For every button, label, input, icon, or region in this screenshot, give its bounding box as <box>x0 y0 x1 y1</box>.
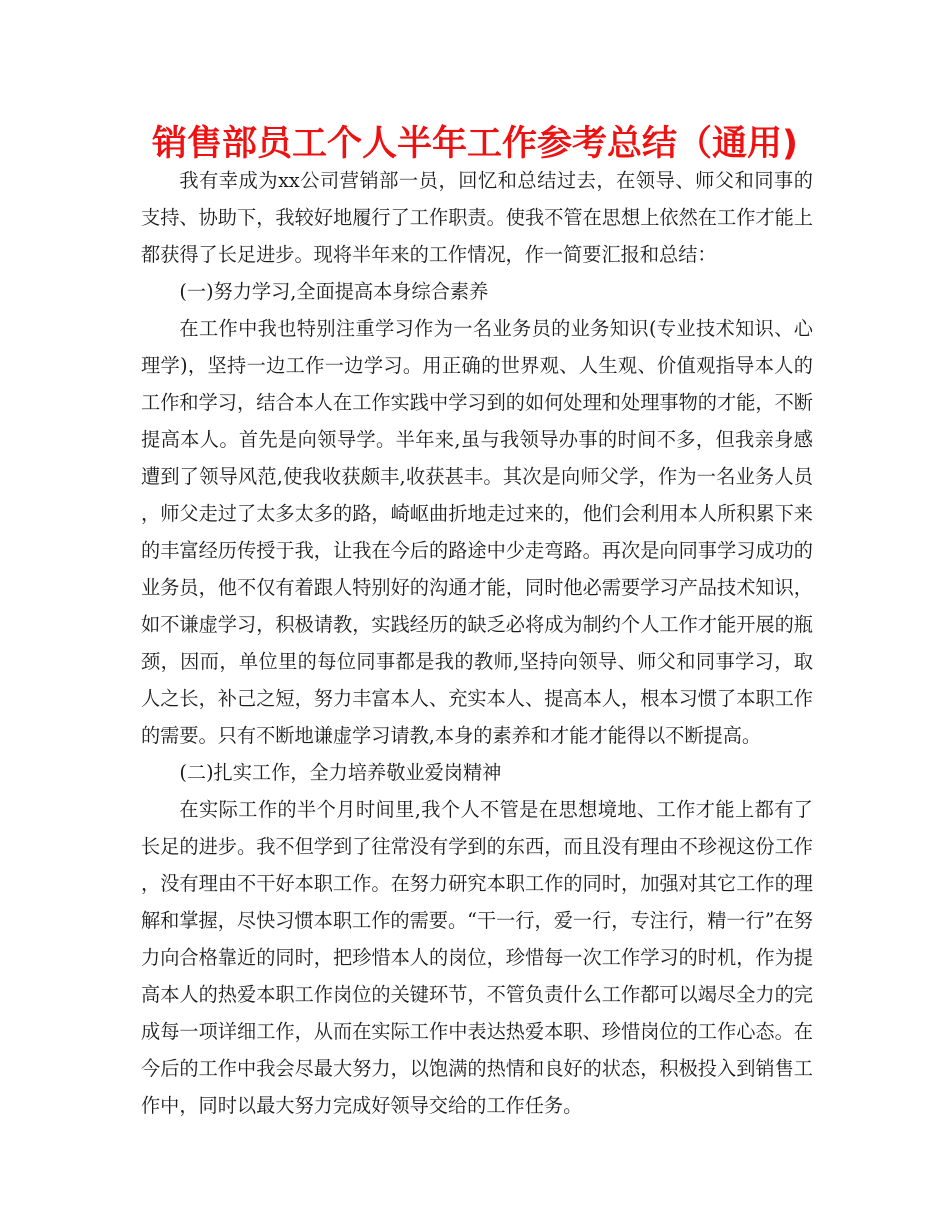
section-2-paragraph: 在实际工作的半个月时间里,我个人不管是在思想境地、工作才能上都有了长足的进步。我不但学到了往常没有学到的东西，而且没有理由不珍视这份工作，没有理由不干好本职工作。在努力研究本职工作的同时，加强对其它工作的理解和掌握，尽快习惯本职工作的需要。“干一行，爱一行，专注行，精一行”在努力向合格靠近的同时，把珍惜本人的岗位，珍惜每一次工作学习的时机，作为提高本人的热爱本职工作岗位的关键环节，不管负责什么工作都可以竭尽全力的完成每一项详细工作，从而在实际工作中表达热爱本职、珍惜岗位的工作心态。在今后的工作中我会尽最大努力，以饱满的热情和良好的状态，积极投入到销售工作中，同时以最大努力完成好领导交给的工作任务。 <box>141 798 813 1117</box>
section-heading-2: (二)扎实工作，全力培养敬业爱岗精神 <box>179 761 502 784</box>
intro-paragraph: 我有幸成为xx公司营销部一员，回忆和总结过去，在领导、师父和同事的支持、协助下，我较好地履行了工作职责。使我不管在思想上依然在工作才能上都获得了长足进步。现将半年来的工作情况，作一简要汇报和总结： <box>141 169 813 266</box>
document-body <box>141 162 813 1124</box>
section-heading-1: (一)努力学习,全面提高本身综合素养 <box>179 280 489 303</box>
document-title: 销售部员工个人半年工作参考总结（通用) <box>152 124 798 164</box>
section-1-paragraph: 在工作中我也特别注重学习作为一名业务员的业务知识(专业技术知识、心理学)，坚持一边工作一边学习。用正确的世界观、人生观、价值观指导本人的工作和学习，结合本人在工作实践中学习到的如何处理和处理事物的才能，不断提高本人。首先是向领导学。半年来,虽与我领导办事的时间不多，但我亲身感遭到了领导风范,使我收获颇丰,收获甚丰。其次是向师父学，作为一名业务人员，师父走过了太多太多的路，崎岖曲折地走过来的，他们会利用本人所积累下来的丰富经历传授于我，让我在今后的路途中少走弯路。再次是向同事学习成功的业务员，他不仅有着跟人特别好的沟通才能，同时他必需要学习产品技术知识，如不谦虚学习，积极请教，实践经历的缺乏必将成为制约个人工作才能开展的瓶颈，因而，单位里的每位同事都是我的教师,坚持向领导、师父和同事学习，取人之长，补己之短，努力丰富本人、充实本人、提高本人，根本习惯了本职工作的需要。只有不断地谦虚学习请教,本身的素养和才能才能得以不断提高。 <box>141 317 813 747</box>
